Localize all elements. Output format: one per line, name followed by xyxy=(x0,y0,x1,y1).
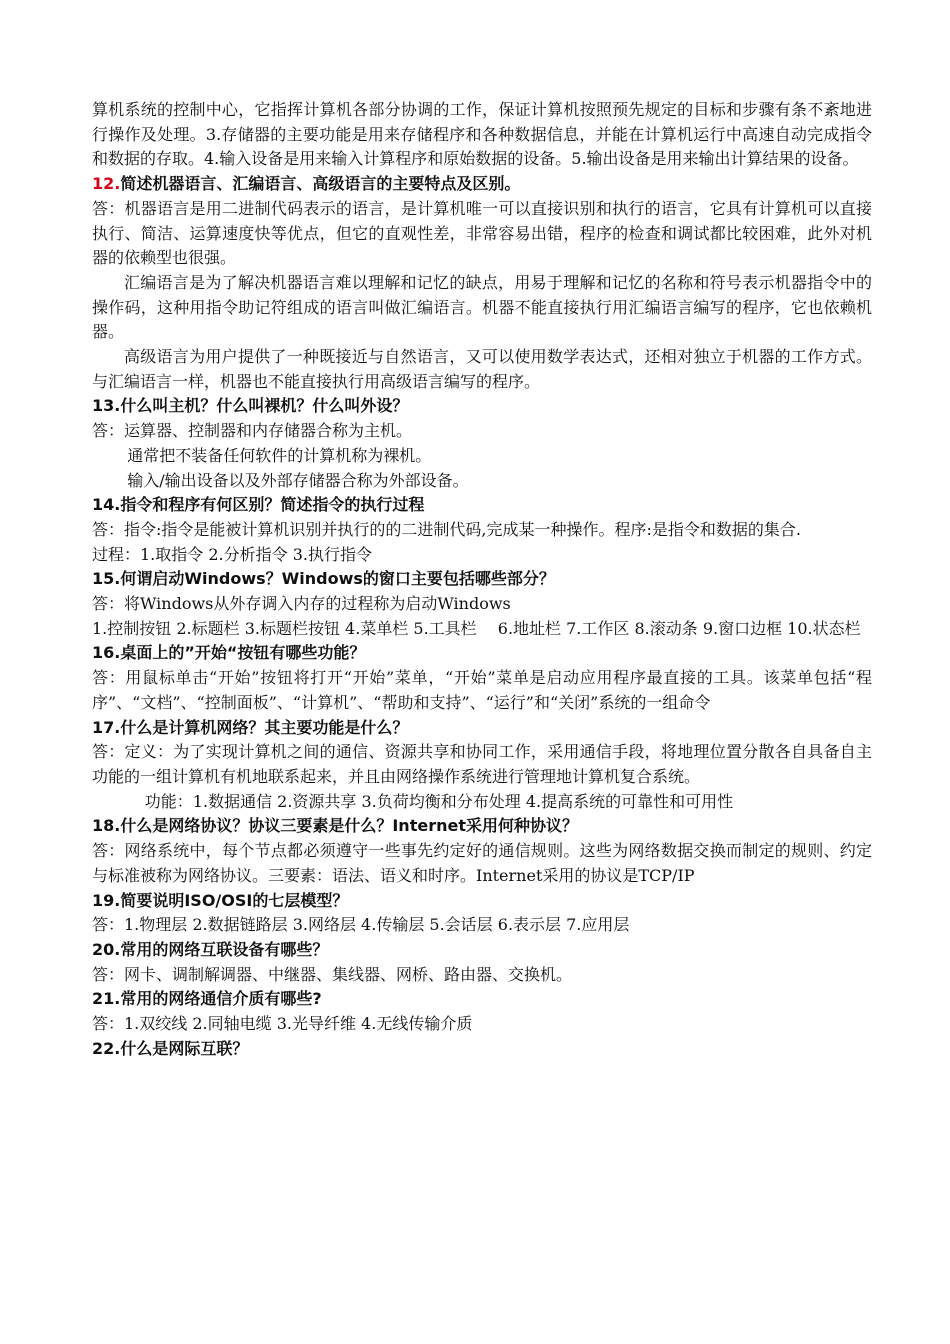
question-12 xyxy=(92,172,872,197)
question-18: 18.什么是网络协议？协议三要素是什么？Internet采用何种协议？ xyxy=(92,816,578,836)
question-21: 21.常用的网络通信介质有哪些? xyxy=(92,989,322,1009)
answer-16-p1: 答：用鼠标单击“开始”按钮将打开“开始”菜单，“开始”菜单是启动应用程序最直接的工具。该菜单包括“程序”、“文档”、“控制面板”、“计算机”、“帮助和支持”、“运行”和“关闭”系统的一组命令 xyxy=(92,668,872,712)
answer-21-p1: 答：1.双绞线 2.同轴电缆 3.光导纤维 4.无线传输介质 xyxy=(92,1014,473,1034)
answer-19-p1: 答：1.物理层 2.数据链路层 3.网络层 4.传输层 5.会话层 6.表示层 7.应用层 xyxy=(92,915,630,935)
answer-15-p1: 答：将Windows从外存调入内存的过程称为启动Windows xyxy=(92,594,511,614)
answer-20-p1: 答：网卡、调制解调器、中继器、集线器、网桥、路由器、交换机。 xyxy=(92,964,573,984)
question-14: 14.指令和程序有何区别？简述指令的执行过程 xyxy=(92,495,425,515)
answer-12-p2: 汇编语言是为了解决机器语言难以理解和记忆的缺点，用易于理解和记忆的名称和符号表示机器指令中的操作码，这种用指令助记符组成的语言叫做汇编语言。机器不能直接执行用汇编语言编写的程序，它也依赖机器。 xyxy=(92,272,872,342)
answer-13-p1: 答：运算器、控制器和内存储器合称为主机。 xyxy=(92,421,413,441)
answer-12-p3: 高级语言为用户提供了一种既接近与自然语言，又可以使用数学表达式，还相对独立于机器的工作方式。与汇编语言一样，机器也不能直接执行用高级语言编写的程序。 xyxy=(92,347,872,391)
question-12-title: 简述机器语言、汇编语言、高级语言的主要特点及区别。 xyxy=(120,174,521,194)
answer-17-p1: 答：定义：为了实现计算机之间的通信、资源共享和协同工作，采用通信手段，将地理位置分散各自具备自主功能的一组计算机有机地联系起来，并且由网络操作系统进行管理地计算机复合系统。 xyxy=(92,742,872,786)
answer-15-p2: 1.控制按钮 2.标题栏 3.标题栏按钮 4.菜单栏 5.工具栏 6.地址栏 7.工作区 8.滚动条 9.窗口边框 10.状态栏 xyxy=(92,618,861,638)
intro-paragraph: 算机系统的控制中心，它指挥计算机各部分协调的工作，保证计算机按照预先规定的目标和步骤有条不紊地进行操作及处理。3.存储器的主要功能是用来存储程序和各种数据信息，并能在计算机运行中高速自动完成指令和数据的存取。4.输入设备是用来输入计算程序和原始数据的设备。5.输出设备是用来输出计算结果的设备。 xyxy=(92,100,872,169)
answer-17-p2: 功能：1.数据通信 2.资源共享 3.负荷均衡和分布处理 4.提高系统的可靠性和可用性 xyxy=(144,791,734,811)
question-15: 15.何谓启动Windows？Windows的窗口主要包括哪些部分？ xyxy=(92,569,555,589)
question-17: 17.什么是计算机网络？其主要功能是什么？ xyxy=(92,717,409,737)
question-22: 22.什么是网际互联？ xyxy=(92,1038,249,1058)
answer-14-p1: 答：指令:指令是能被计算机识别并执行的的二进制代码,完成某一种操作。程序:是指令和数据的集合. xyxy=(92,519,801,539)
answer-13-p3: 输入/输出设备以及外部存储器合称为外部设备。 xyxy=(127,470,469,490)
question-13: 13.什么叫主机？什么叫裸机？什么叫外设？ xyxy=(92,396,409,416)
question-12-number: 12. xyxy=(92,174,121,194)
question-19: 19.简要说明ISO/OSI的七层模型？ xyxy=(92,890,349,910)
answer-12-p1: 答：机器语言是用二进制代码表示的语言，是计算机唯一可以直接识别和执行的语言，它具有计算机可以直接执行、简洁、运算速度快等优点，但它的直观性差，非常容易出错，程序的检查和调试都比较困难，此外对机器的依赖型也很强。 xyxy=(92,198,872,268)
answer-14-p2: 过程：1.取指令 2.分析指令 3.执行指令 xyxy=(92,544,372,564)
question-16: 16.桌面上的”开始“按钮有哪些功能？ xyxy=(92,643,366,663)
question-20: 20.常用的网络互联设备有哪些？ xyxy=(92,939,329,959)
document-page xyxy=(92,98,872,1061)
answer-18-p1: 答：网络系统中，每个节点都必须遵守一些事先约定好的通信规则。这些为网络数据交换而制定的规则、约定与标准被称为网络协议。三要素：语法、语义和时序。Internet采用的协议是TCP/IP xyxy=(92,841,872,885)
answer-13-p2: 通常把不装备任何软件的计算机称为裸机。 xyxy=(127,445,432,465)
